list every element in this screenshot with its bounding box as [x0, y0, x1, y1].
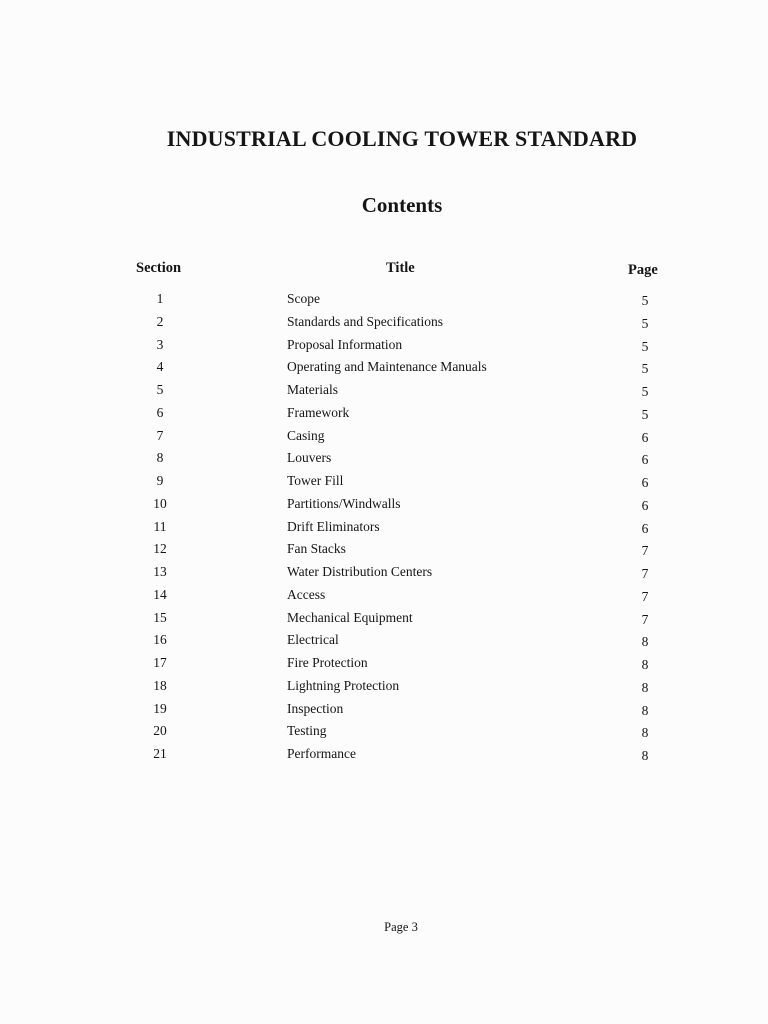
- toc-entry: [0, 562, 768, 585]
- toc-title: Testing: [287, 723, 327, 739]
- toc-page-number: 5: [641, 361, 649, 377]
- toc-entry: [0, 312, 768, 335]
- toc-page-number: 6: [641, 497, 649, 513]
- toc-entry: [0, 289, 768, 312]
- toc-section-number: 18: [153, 677, 167, 693]
- toc-section-number: 3: [156, 336, 164, 352]
- toc-entry: [0, 517, 768, 540]
- toc-title: Lightning Protection: [287, 677, 400, 693]
- toc-page-number: 5: [641, 384, 649, 399]
- table-of-contents: [0, 289, 768, 767]
- toc-entry: [0, 539, 768, 562]
- toc-page-number: 8: [641, 748, 649, 763]
- toc-title: Scope: [287, 291, 320, 306]
- toc-entry: [0, 721, 768, 744]
- toc-page-number: 6: [641, 520, 649, 536]
- toc-page-number: 7: [641, 611, 649, 627]
- toc-section-number: 21: [153, 746, 167, 761]
- toc-section-number: 7: [156, 427, 164, 443]
- column-header-page: Page: [628, 262, 768, 1024]
- document-title: INDUSTRIAL COOLING TOWER STANDARD: [166, 126, 638, 151]
- toc-entry: [0, 585, 768, 608]
- toc-page-number: 7: [641, 543, 649, 559]
- toc-section-number: 16: [153, 632, 167, 648]
- column-header-title: Title: [386, 260, 415, 276]
- toc-section-number: 4: [156, 359, 164, 375]
- toc-entry: [0, 471, 768, 494]
- toc-page-number: 8: [641, 702, 649, 718]
- contents-heading: Contents: [361, 193, 443, 217]
- toc-title: Standards and Specifications: [287, 313, 443, 329]
- toc-page-number: 6: [641, 452, 649, 468]
- toc-section-number: 10: [153, 495, 167, 511]
- toc-page-number: 8: [641, 634, 649, 650]
- toc-entry: [0, 699, 768, 722]
- toc-entry: [0, 630, 768, 653]
- toc-section-number: 1: [156, 291, 164, 306]
- toc-page-number: 6: [641, 429, 649, 445]
- toc-page-number: 6: [641, 475, 649, 490]
- toc-title: Proposal Information: [287, 336, 403, 352]
- toc-page-number: 7: [641, 566, 649, 581]
- toc-entry: [0, 357, 768, 380]
- toc-section-number: 6: [156, 404, 164, 420]
- toc-title: Framework: [287, 404, 350, 420]
- toc-page-number: 8: [641, 725, 649, 741]
- toc-title: Louvers: [287, 450, 332, 466]
- toc-title: Fan Stacks: [287, 541, 346, 557]
- toc-entry: [0, 676, 768, 699]
- toc-page-number: 5: [641, 315, 649, 331]
- toc-page-number: 5: [641, 338, 649, 354]
- toc-section-number: 8: [156, 450, 164, 466]
- toc-page-number: 7: [641, 588, 649, 604]
- toc-entry: [0, 653, 768, 676]
- toc-section-number: 12: [153, 541, 167, 557]
- toc-section-number: 5: [156, 382, 164, 397]
- page-footer: Page 3: [384, 920, 418, 934]
- toc-entry: [0, 426, 768, 449]
- toc-title: Inspection: [287, 700, 344, 716]
- toc-section-number: 19: [153, 700, 167, 716]
- toc-section-number: 15: [153, 609, 167, 625]
- toc-title: Partitions/Windwalls: [287, 495, 401, 511]
- toc-section-number: 13: [153, 564, 167, 579]
- toc-section-number: 2: [156, 313, 164, 329]
- toc-page-number: 8: [641, 679, 649, 695]
- column-header-section: Section: [136, 260, 182, 276]
- toc-entry: [0, 608, 768, 631]
- toc-entry: [0, 335, 768, 358]
- toc-title: Water Distribution Centers: [287, 564, 433, 579]
- toc-title: Materials: [287, 382, 338, 397]
- toc-section-number: 20: [153, 723, 167, 739]
- toc-section-number: 9: [156, 473, 164, 488]
- toc-title: Casing: [287, 427, 325, 443]
- toc-title: Mechanical Equipment: [287, 609, 413, 625]
- toc-entry: [0, 744, 768, 767]
- toc-section-number: 14: [153, 586, 167, 602]
- toc-title: Operating and Maintenance Manuals: [287, 359, 487, 375]
- toc-entry: [0, 448, 768, 471]
- toc-section-number: 11: [153, 518, 167, 534]
- toc-entry: [0, 494, 768, 517]
- toc-title: Performance: [287, 746, 356, 761]
- toc-title: Electrical: [287, 632, 339, 648]
- toc-page-number: 8: [641, 657, 649, 672]
- toc-page-number: 5: [641, 293, 649, 308]
- toc-entry: [0, 380, 768, 403]
- toc-entry: [0, 403, 768, 426]
- toc-title: Access: [287, 586, 326, 602]
- toc-section-number: 17: [153, 655, 167, 670]
- toc-title: Drift Eliminators: [287, 518, 380, 534]
- toc-title: Tower Fill: [287, 473, 344, 488]
- toc-page-number: 5: [641, 406, 649, 422]
- toc-title: Fire Protection: [287, 655, 368, 670]
